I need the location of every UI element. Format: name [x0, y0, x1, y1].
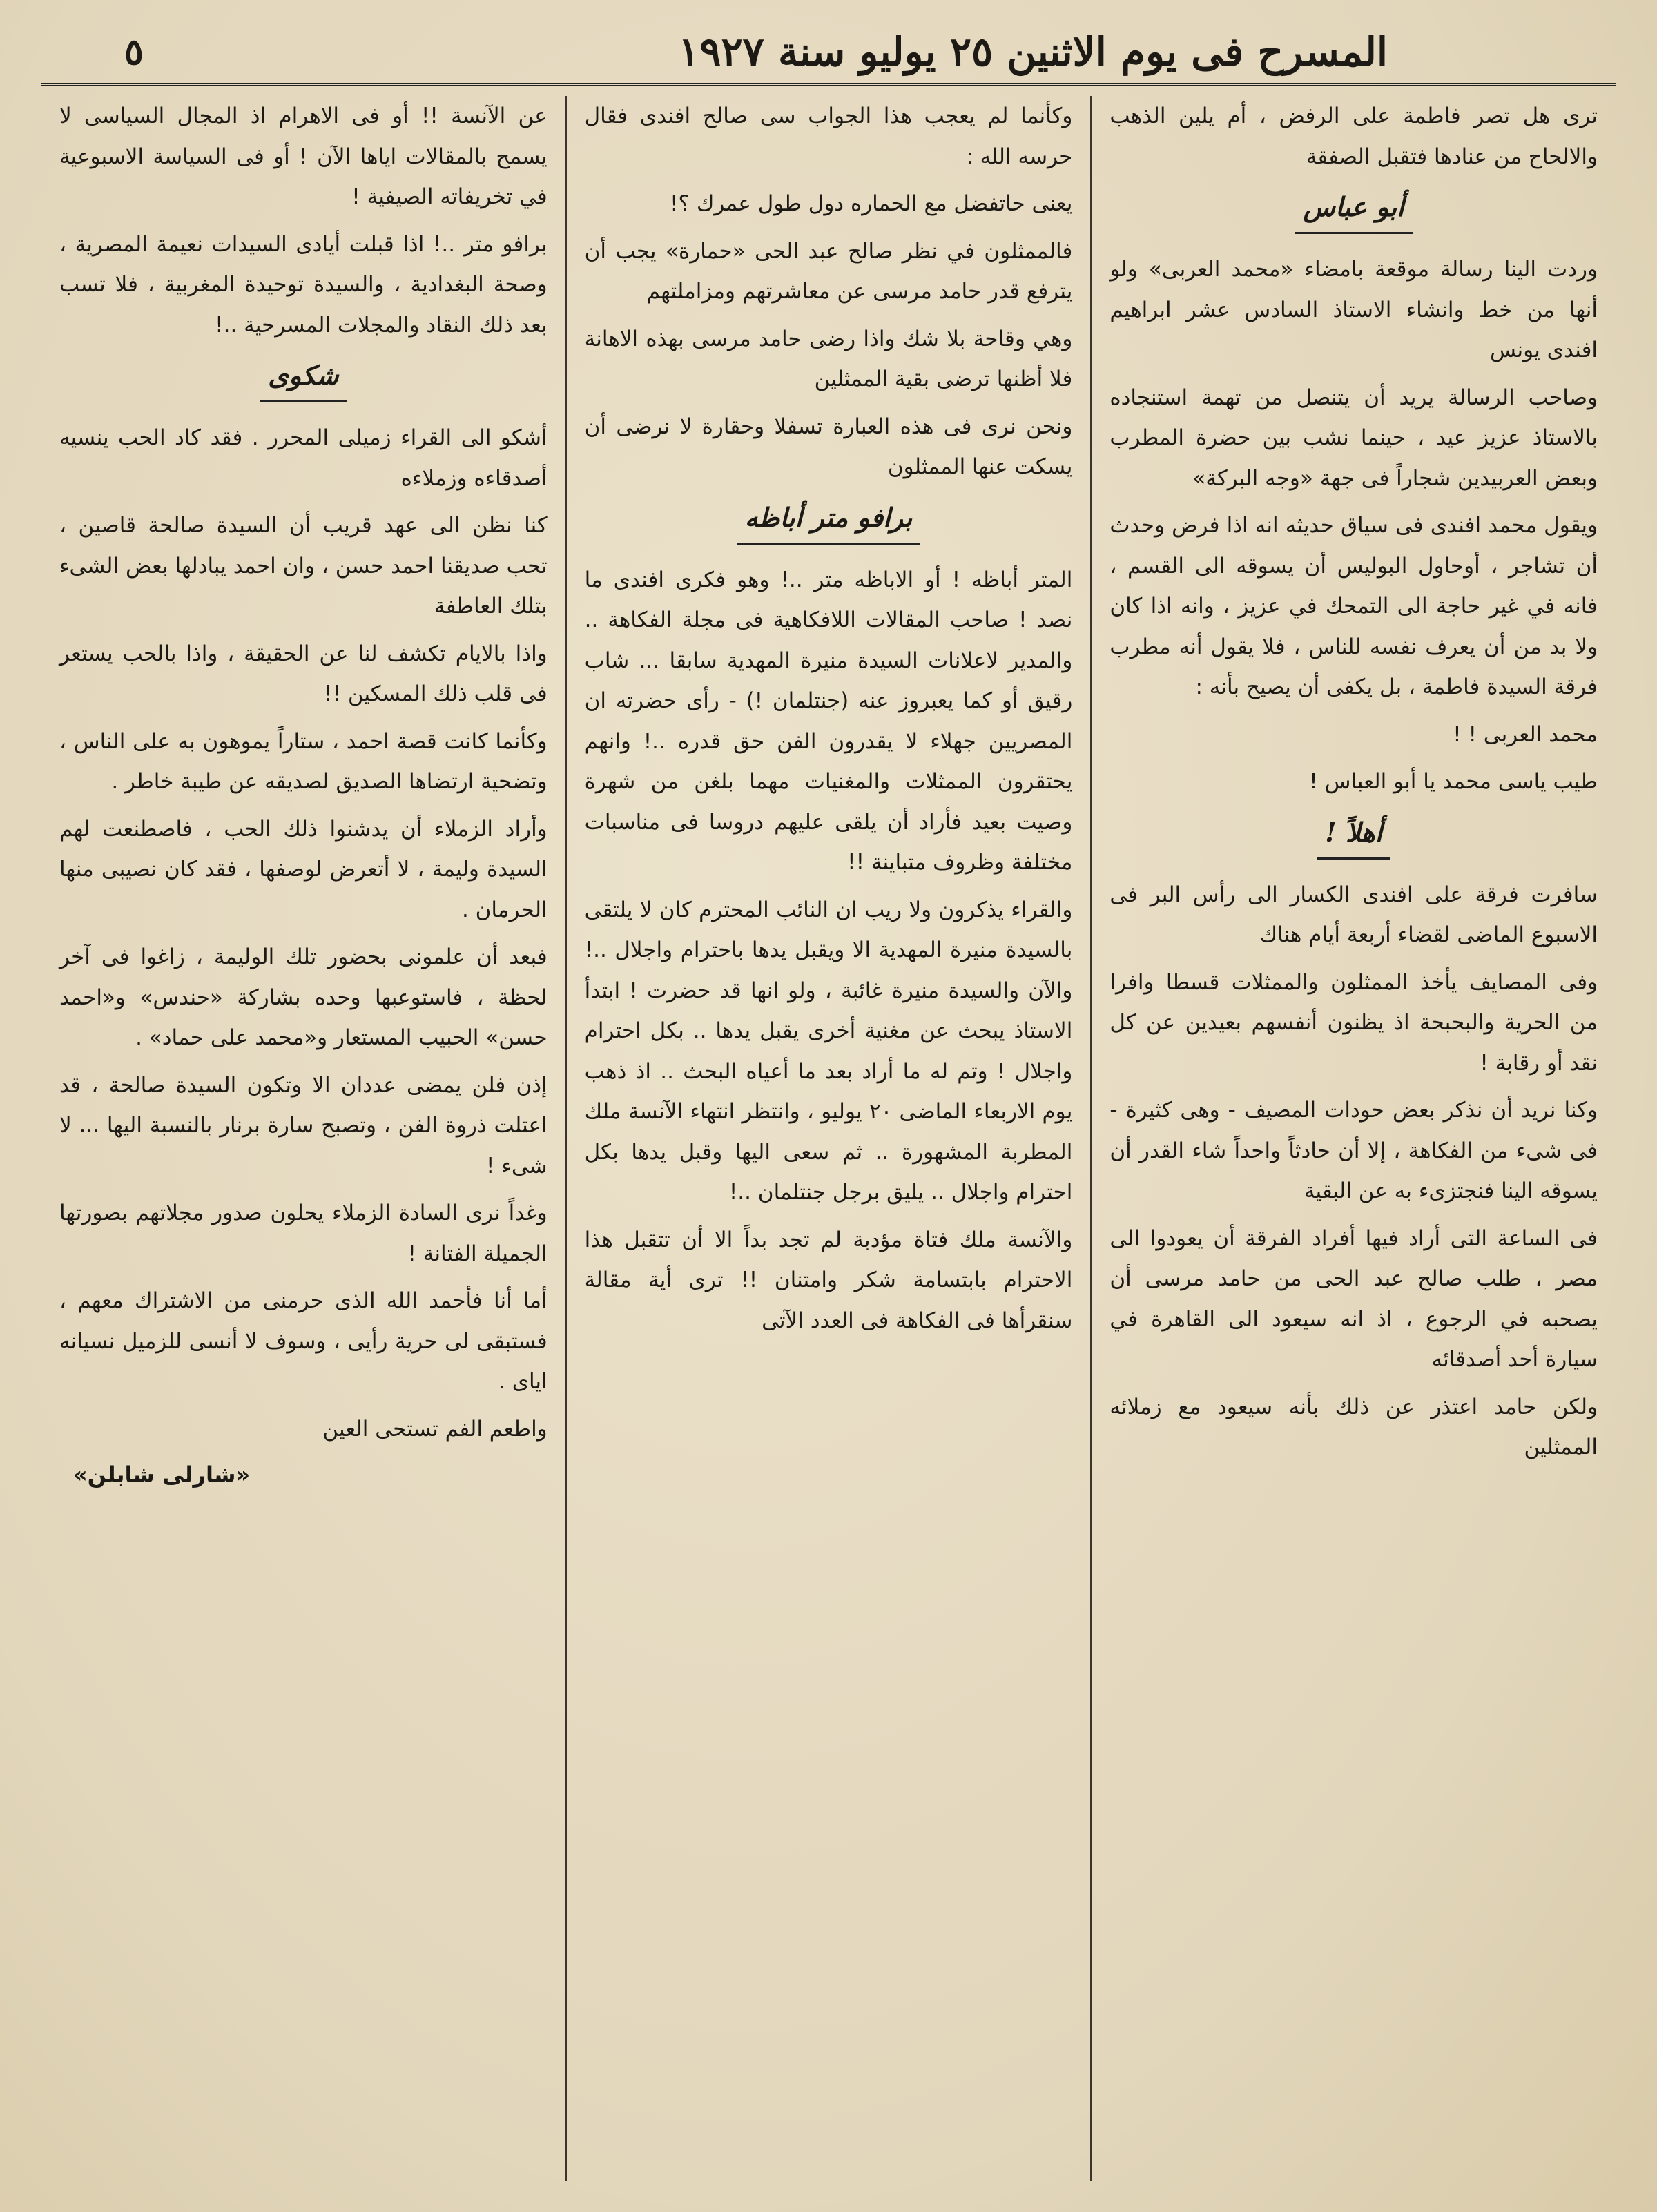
paragraph: محمد العربى ! !	[1453, 721, 1598, 747]
paragraph: كنا نظن الى عهد قريب أن السيدة صالحة قاصين ، تحب صديقنا احمد حسن ، وان احمد يبادلها بعض الشىء بتلك العاطفة	[59, 513, 548, 619]
heading-text: شكوى	[260, 355, 347, 402]
paragraph: المتر أباظه ! أو الاباظه متر ..! وهو فكرى افندى ما نصد ! صاحب المقالات اللافكاهية فى مجلة الفكاهة .. والمدير لاعلانات السيدة منيرة المهدية سابقا ... شاب رقيق أو كما يعبروز عنه (جنتلمان !) - رأى حضرته ان المصريين جهلاء لا يقدرون الفن حق قدره ..! وانهم يحتقرون الممثلات والمغنيات مهما بلغن من شهرة وصيت بعيد فأراد أن يلقى عليهم دروسا فى مناسبات مختلفة وظروف متباينة !!	[584, 567, 1073, 875]
paragraph: عن الآنسة !! أو فى الاهرام اذ المجال السياسى لا يسمح بالمقالات اياها الآن ! أو فى السياسة الاسبوعية في تخريفاته الصيفية !	[59, 104, 548, 209]
page-number: ٥	[124, 30, 144, 73]
column-left	[41, 96, 567, 2181]
paragraph: ويقول محمد افندى فى سياق حديثه انه اذا فرض وحدث أن تشاجر ، أوحاول البوليس أن يسوقه الى القسم ، فانه في غير حاجة الى التمحك في عزيز ، وانه اذا كان ولا بد من أن يعرف نفسه للناس ، فلا يقول أنه مطرب فرقة السيدة فاطمة ، بل يكفى أن يصيح بأنه :	[1109, 513, 1598, 699]
paragraph: فالممثلون في نظر صالح عبد الحى «حمارة» يجب أن يترفع قدر حامد مرسى عن معاشرتهم ومزاملتهم	[584, 238, 1073, 304]
article-columns	[41, 96, 1616, 2181]
paragraph: وصاحب الرسالة يريد أن يتنصل من تهمة استنجاده بالاستاذ عزيز عيد ، حينما نشب بين حضرة المطرب وبعض العربيدين شجاراً فى جهة «وجه البركة»	[1109, 385, 1598, 491]
paragraph: والقراء يذكرون ولا ريب ان النائب المحترم كان لا يلتقى بالسيدة منيرة المهدية الا ويقبل يدها باحترام واجلال ..! والآن والسيدة منيرة غائبة ، ولو انها قد حضرت ! ابتدأ الاستاذ يبحث عن مغنية أخرى يقبل يدها .. بكل احترام واجلال ! وتم له ما أراد بعد ما أعياه البحث .. اذ ذهب يوم الاربعاء الماضى ٢٠ يوليو ، وانتظر انتهاء الآنسة ملك المطربة المشهورة .. ثم سعى اليها وقبل يدها بكل احترام واجلال .. يليق برجل جنتلمان ..!	[584, 897, 1073, 1205]
author-signature: «شارلى شابلن»	[72, 1462, 251, 1488]
paragraph: وأراد الزملاء أن يدشنوا ذلك الحب ، فاصطنعت لهم السيدة وليمة ، لا أتعرض لوصفها ، فقد كان نصيبى منها الحرمان .	[59, 816, 548, 922]
paragraph: واطعم الفم تستحى العين	[322, 1416, 548, 1442]
paragraph: برافو متر ..! اذا قبلت أيادى السيدات نعيمة المصرية ، وصحة البغدادية ، والسيدة توحيدة المغربية ، فلا تسب بعد ذلك النقاد والمجلات المسرحية ..!	[59, 231, 548, 338]
paragraph: والآنسة ملك فتاة مؤدبة لم تجد بداً الا أن تتقبل هذا الاحترام بابتسامة شكر وامتنان !! ترى أية مقالة سنقرأها فى الفكاهة فى العدد الآتى	[584, 1227, 1073, 1333]
paragraph: أما أنا فأحمد الله الذى حرمنى من الاشتراك معهم ، فستبقى لى حرية رأيى ، وسوف لا أنسى للزميل نسيانه اياى .	[59, 1288, 548, 1394]
paragraph: وردت الينا رسالة موقعة بامضاء «محمد العربى» ولو أنها من خط وانشاء الاستاذ السادس عشر ابراهيم افندى يونس	[1109, 257, 1598, 362]
paragraph: فى الساعة التى أراد فيها أفراد الفرقة أن يعودوا الى مصر ، طلب صالح عبد الحى من حامد مرسى أن يصحبه في الرجوع ، اذ انه سيعود الى القاهرة في سيارة أحد أصدقائه	[1109, 1225, 1598, 1372]
heading-text: برافو متر أباظه	[737, 497, 920, 545]
masthead-title: المسرح فى يوم الاثنين ٢٥ يوليو سنة ١٩٢٧	[678, 28, 1388, 75]
paragraph: أشكو الى القراء زميلى المحرر . فقد كاد الحب ينسيه أصدقاءه وزملاءه	[59, 425, 548, 491]
paragraph: ترى هل تصر فاطمة على الرفض ، أم يلين الذهب والالحاح من عنادها فتقبل الصفقة	[1109, 104, 1598, 169]
section-heading-ahlan	[1109, 812, 1598, 860]
paragraph: وكأنما لم يعجب هذا الجواب سى صالح افندى فقال حرسه الله :	[584, 104, 1073, 169]
section-heading-abu-abbas	[1109, 186, 1598, 234]
paragraph: طيب ياسى محمد يا أبو العباس !	[1309, 769, 1598, 794]
masthead	[41, 21, 1616, 86]
paragraph: وفى المصايف يأخذ الممثلون والممثلات قسطا وافرا من الحرية والبحبحة اذ يظنون أنفسهم بعيدين عن كل نقد أو رقابة !	[1109, 969, 1598, 1076]
paragraph: فبعد أن علمونى بحضور تلك الوليمة ، زاغوا فى آخر لحظة ، فاستوعبها وحده بشاركة «حندس» و«احمد حسن» الحبيب المستعار و«محمد على حماد» .	[59, 944, 548, 1050]
paragraph: وهي وقاحة بلا شك واذا رضى حامد مرسى بهذه الاهانة فلا أظنها ترضى بقية الممثلين	[584, 326, 1073, 391]
section-heading-shakwa	[59, 355, 548, 402]
paragraph: يعنى حاتفضل مع الحماره دول طول عمرك ؟!	[670, 191, 1073, 216]
paragraph: ولكن حامد اعتذر عن ذلك بأنه سيعود مع زملائه الممثلين	[1109, 1394, 1598, 1459]
column-right	[1092, 96, 1616, 2181]
heading-text: أهلاً !	[1317, 812, 1390, 860]
paragraph: وكأنما كانت قصة احمد ، ستاراً يموهون به على الناس ، وتضحية ارتضاها الصديق لصديقه عن طيبة خاطر .	[59, 728, 548, 794]
paragraph: واذا بالايام تكشف لنا عن الحقيقة ، واذا بالحب يستعر فى قلب ذلك المسكين !!	[59, 641, 548, 706]
paragraph: وغداً نرى السادة الزملاء يحلون صدور مجلاتهم بصورتها الجميلة الفتانة !	[59, 1201, 548, 1266]
paragraph: وكنا نريد أن نذكر بعض حودات المصيف - وهى كثيرة - فى شىء من الفكاهة ، إلا أن حادثاً واحداً شاء القدر أن يسوقه الينا فنجتزىء به عن البقية	[1109, 1098, 1598, 1203]
section-heading-bravo-abaza	[585, 497, 1073, 545]
heading-text: أبو عباس	[1295, 186, 1413, 234]
paragraph: سافرت فرقة على افندى الكسار الى رأس البر فى الاسبوع الماضى لقضاء أربعة أيام هناك	[1109, 882, 1598, 947]
paragraph: ونحن نرى فى هذه العبارة تسفلا وحقارة لا نرضى أن يسكت عنها الممثلون	[584, 414, 1073, 479]
column-middle	[567, 96, 1092, 2181]
paragraph: إذن فلن يمضى عددان الا وتكون السيدة صالحة ، قد اعتلت ذروة الفن ، وتصبح سارة برنار بالنسبة اليها ... لا شىء !	[59, 1072, 548, 1178]
